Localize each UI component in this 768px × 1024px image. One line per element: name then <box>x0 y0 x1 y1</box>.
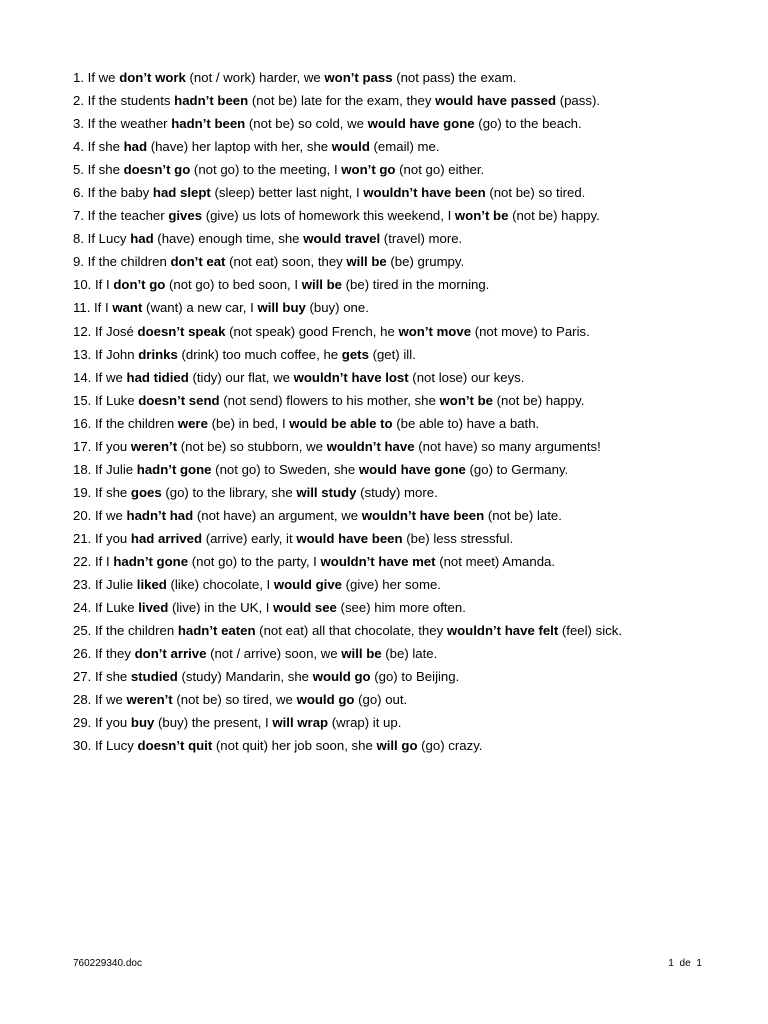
answer-text: drinks <box>138 346 178 362</box>
prompt-text: (study) more. <box>356 484 438 500</box>
answer-text: want <box>112 300 143 316</box>
prompt-text: (not be) so tired, we <box>172 692 297 708</box>
prompt-text: 15. If Luke <box>73 392 139 408</box>
exercise-item <box>73 435 723 458</box>
prompt-text: (not be) happy. <box>492 392 585 408</box>
prompt-text: (feel) sick. <box>558 623 622 639</box>
exercise-item <box>73 112 723 135</box>
prompt-text: (not be) late. <box>484 507 562 523</box>
prompt-text: (tidy) our flat, we <box>188 369 294 385</box>
answer-text: don’t eat <box>170 254 226 270</box>
prompt-text: (not go) either. <box>395 162 485 178</box>
exercise-item <box>73 619 723 642</box>
answer-text: would <box>331 139 370 155</box>
answer-text: doesn’t speak <box>137 323 226 339</box>
prompt-text: (not eat) soon, they <box>225 254 347 270</box>
prompt-text: (not quit) her job soon, she <box>212 738 377 754</box>
prompt-text: (go) to the beach. <box>474 116 582 132</box>
answer-text: won’t pass <box>324 70 393 85</box>
answer-text: will be <box>301 277 342 293</box>
answer-text: don’t arrive <box>134 646 207 662</box>
prompt-text: (buy) the present, I <box>154 715 273 731</box>
prompt-text: (study) Mandarin, she <box>177 669 313 685</box>
exercise-item <box>73 320 723 343</box>
prompt-text: (live) in the UK, I <box>168 600 274 616</box>
prompt-text: (go) crazy. <box>417 738 483 754</box>
prompt-text: (be able to) have a bath. <box>392 415 540 431</box>
prompt-text: (email) me. <box>369 139 440 155</box>
prompt-text: 30. If Lucy <box>73 738 138 754</box>
answer-text: were <box>177 415 208 431</box>
prompt-text: 16. If the children <box>73 415 178 431</box>
exercise-item <box>73 550 723 573</box>
prompt-text: (not go) to the meeting, I <box>190 162 342 178</box>
exercise-item <box>73 158 723 181</box>
prompt-text: 23. If Julie <box>73 577 137 593</box>
exercise-item <box>73 504 723 527</box>
exercise-item <box>73 573 723 596</box>
prompt-text: (drink) too much coffee, he <box>177 346 342 362</box>
exercise-item <box>73 296 723 319</box>
answer-text: gives <box>168 208 203 224</box>
prompt-text: 18. If Julie <box>73 461 137 477</box>
exercise-item <box>73 688 723 711</box>
answer-text: goes <box>130 484 162 500</box>
prompt-text: (like) chocolate, I <box>166 577 274 593</box>
exercise-item <box>73 204 723 227</box>
prompt-text: (not eat) all that chocolate, they <box>255 623 447 639</box>
answer-text: don’t go <box>113 277 166 293</box>
answer-text: would be able to <box>289 415 393 431</box>
prompt-text: (want) a new car, I <box>142 300 258 316</box>
answer-text: won’t go <box>341 162 396 178</box>
prompt-text: (go) to the library, she <box>161 484 297 500</box>
answer-text: had slept <box>152 185 211 201</box>
prompt-text: (not have) an argument, we <box>193 507 362 523</box>
answer-text: had tidied <box>126 369 189 385</box>
prompt-text: (have) her laptop with her, she <box>147 139 332 155</box>
exercise-item <box>73 734 723 757</box>
prompt-text: 26. If they <box>73 646 135 662</box>
answer-text: will be <box>341 646 382 662</box>
answer-text: wouldn’t have lost <box>293 369 409 385</box>
answer-text: hadn’t been <box>171 116 246 132</box>
answer-text: wouldn’t have felt <box>446 623 559 639</box>
answer-text: would have gone <box>358 461 466 477</box>
answer-text: will go <box>376 738 418 754</box>
answer-text: will wrap <box>272 715 329 731</box>
exercise-item <box>73 89 723 112</box>
answer-text: doesn’t send <box>138 392 220 408</box>
prompt-text: (be) in bed, I <box>207 415 290 431</box>
exercise-item <box>73 250 723 273</box>
answer-text: wouldn’t have been <box>363 185 486 201</box>
prompt-text: 5. If she <box>73 162 124 178</box>
exercise-item <box>73 596 723 619</box>
prompt-text: (get) ill. <box>368 346 416 362</box>
prompt-text: (be) grumpy. <box>386 254 465 270</box>
footer-filename: 760229340.doc <box>73 958 142 969</box>
answer-text: would travel <box>303 231 381 247</box>
answer-text: would go <box>296 692 355 708</box>
exercise-item <box>73 343 723 366</box>
prompt-text: 4. If she <box>73 139 124 155</box>
answer-text: studied <box>130 669 178 685</box>
prompt-text: 3. If the weather <box>73 116 172 132</box>
exercise-item <box>73 135 723 158</box>
prompt-text: (not go) to Sweden, she <box>211 461 359 477</box>
prompt-text: (go) to Beijing. <box>370 669 460 685</box>
answer-text: would have passed <box>435 93 557 109</box>
exercise-item <box>73 527 723 550</box>
prompt-text: (not speak) good French, he <box>225 323 399 339</box>
answer-text: will buy <box>257 300 306 316</box>
exercise-item <box>73 389 723 412</box>
answer-text: had arrived <box>130 530 203 546</box>
exercise-item <box>73 227 723 250</box>
answer-text: liked <box>136 577 167 593</box>
exercise-item <box>73 366 723 389</box>
prompt-text: (not have) so many arguments! <box>414 438 601 454</box>
exercise-item <box>73 481 723 504</box>
prompt-text: (wrap) it up. <box>328 715 402 731</box>
prompt-text: 21. If you <box>73 530 131 546</box>
prompt-text: (not be) so cold, we <box>245 116 368 132</box>
exercise-item <box>73 458 723 481</box>
prompt-text: (give) her some. <box>342 577 441 593</box>
prompt-text: 1. If we <box>73 70 120 85</box>
exercise-item <box>73 273 723 296</box>
prompt-text: (arrive) early, it <box>202 530 297 546</box>
prompt-text: 10. If I <box>73 277 114 293</box>
prompt-text: (go) out. <box>354 692 408 708</box>
prompt-text: (give) us lots of homework this weekend, I <box>202 208 455 224</box>
prompt-text: 6. If the baby <box>73 185 153 201</box>
prompt-text: (travel) more. <box>380 231 463 247</box>
prompt-text: 19. If she <box>73 484 131 500</box>
prompt-text: 13. If John <box>73 346 139 362</box>
answer-text: lived <box>138 600 169 616</box>
prompt-text: 28. If we <box>73 692 127 708</box>
answer-text: had <box>123 139 148 155</box>
answer-text: would give <box>273 577 342 593</box>
prompt-text: 9. If the children <box>73 254 171 270</box>
prompt-text: 25. If the children <box>73 623 178 639</box>
prompt-text: (not pass) the exam. <box>392 70 517 85</box>
answer-text: had <box>130 231 154 247</box>
prompt-text: (not be) late for the exam, they <box>248 93 436 109</box>
prompt-text: (go) to Germany. <box>465 461 569 477</box>
answer-text: won’t move <box>398 323 472 339</box>
prompt-text: 14. If we <box>73 369 127 385</box>
prompt-text: (not move) to Paris. <box>471 323 590 339</box>
answer-text: weren’t <box>126 692 173 708</box>
exercise-item <box>73 412 723 435</box>
prompt-text: (not go) to bed soon, I <box>165 277 302 293</box>
answer-text: wouldn’t have <box>326 438 415 454</box>
answer-text: won’t be <box>439 392 493 408</box>
answer-text: will be <box>346 254 387 270</box>
prompt-text: (be) late. <box>381 646 438 662</box>
answer-text: would have been <box>296 530 403 546</box>
prompt-text: (not lose) our keys. <box>408 369 525 385</box>
prompt-text: (have) enough time, she <box>153 231 304 247</box>
prompt-text: (not be) so stubborn, we <box>177 438 327 454</box>
answer-text: wouldn’t have been <box>361 507 485 523</box>
prompt-text: (not send) flowers to his mother, she <box>219 392 440 408</box>
answer-text: hadn’t been <box>174 93 249 109</box>
prompt-text: (not / arrive) soon, we <box>206 646 342 662</box>
prompt-text: (be) tired in the morning. <box>342 277 490 293</box>
answer-text: gets <box>341 346 369 362</box>
prompt-text: 8. If Lucy <box>73 231 131 247</box>
exercise-item <box>73 181 723 204</box>
exercise-item <box>73 642 723 665</box>
answer-text: will study <box>296 484 357 500</box>
footer-page-indicator: 1 de 1 <box>668 958 702 969</box>
exercise-list <box>73 66 723 757</box>
prompt-text: 29. If you <box>73 715 131 731</box>
answer-text: hadn’t eaten <box>177 623 256 639</box>
answer-text: hadn’t gone <box>136 461 212 477</box>
prompt-text: (be) less stressful. <box>402 530 514 546</box>
prompt-text: 20. If we <box>73 507 127 523</box>
prompt-text: 27. If she <box>73 669 131 685</box>
exercise-item <box>73 665 723 688</box>
prompt-text: 11. If I <box>73 300 113 316</box>
answer-text: wouldn’t have met <box>320 553 436 569</box>
prompt-text: 22. If I <box>73 553 114 569</box>
prompt-text: (not meet) Amanda. <box>435 553 556 569</box>
prompt-text: 17. If you <box>73 438 131 454</box>
answer-text: would go <box>312 669 371 685</box>
prompt-text: 2. If the students <box>73 93 175 109</box>
prompt-text: (not be) happy. <box>508 208 600 224</box>
answer-text: would have gone <box>367 116 475 132</box>
exercise-item <box>73 66 723 89</box>
answer-text: hadn’t gone <box>113 553 189 569</box>
prompt-text: (not go) to the party, I <box>188 553 321 569</box>
prompt-text: (see) him more often. <box>336 600 466 616</box>
answer-text: buy <box>130 715 155 731</box>
prompt-text: (buy) one. <box>305 300 369 316</box>
answer-text: won’t be <box>454 208 509 224</box>
prompt-text: (not / work) harder, we <box>185 70 325 85</box>
answer-text: doesn’t go <box>123 162 191 178</box>
answer-text: doesn’t quit <box>137 738 213 754</box>
answer-text: don’t work <box>119 70 186 85</box>
answer-text: hadn’t had <box>126 507 194 523</box>
prompt-text: (sleep) better last night, I <box>210 185 364 201</box>
prompt-text: 12. If José <box>73 323 138 339</box>
prompt-text: (not be) so tired. <box>485 185 586 201</box>
exercise-item <box>73 711 723 734</box>
prompt-text: (pass). <box>556 93 600 109</box>
answer-text: weren’t <box>130 438 178 454</box>
prompt-text: 7. If the teacher <box>73 208 169 224</box>
prompt-text: 24. If Luke <box>73 600 139 616</box>
answer-text: would see <box>273 600 337 616</box>
